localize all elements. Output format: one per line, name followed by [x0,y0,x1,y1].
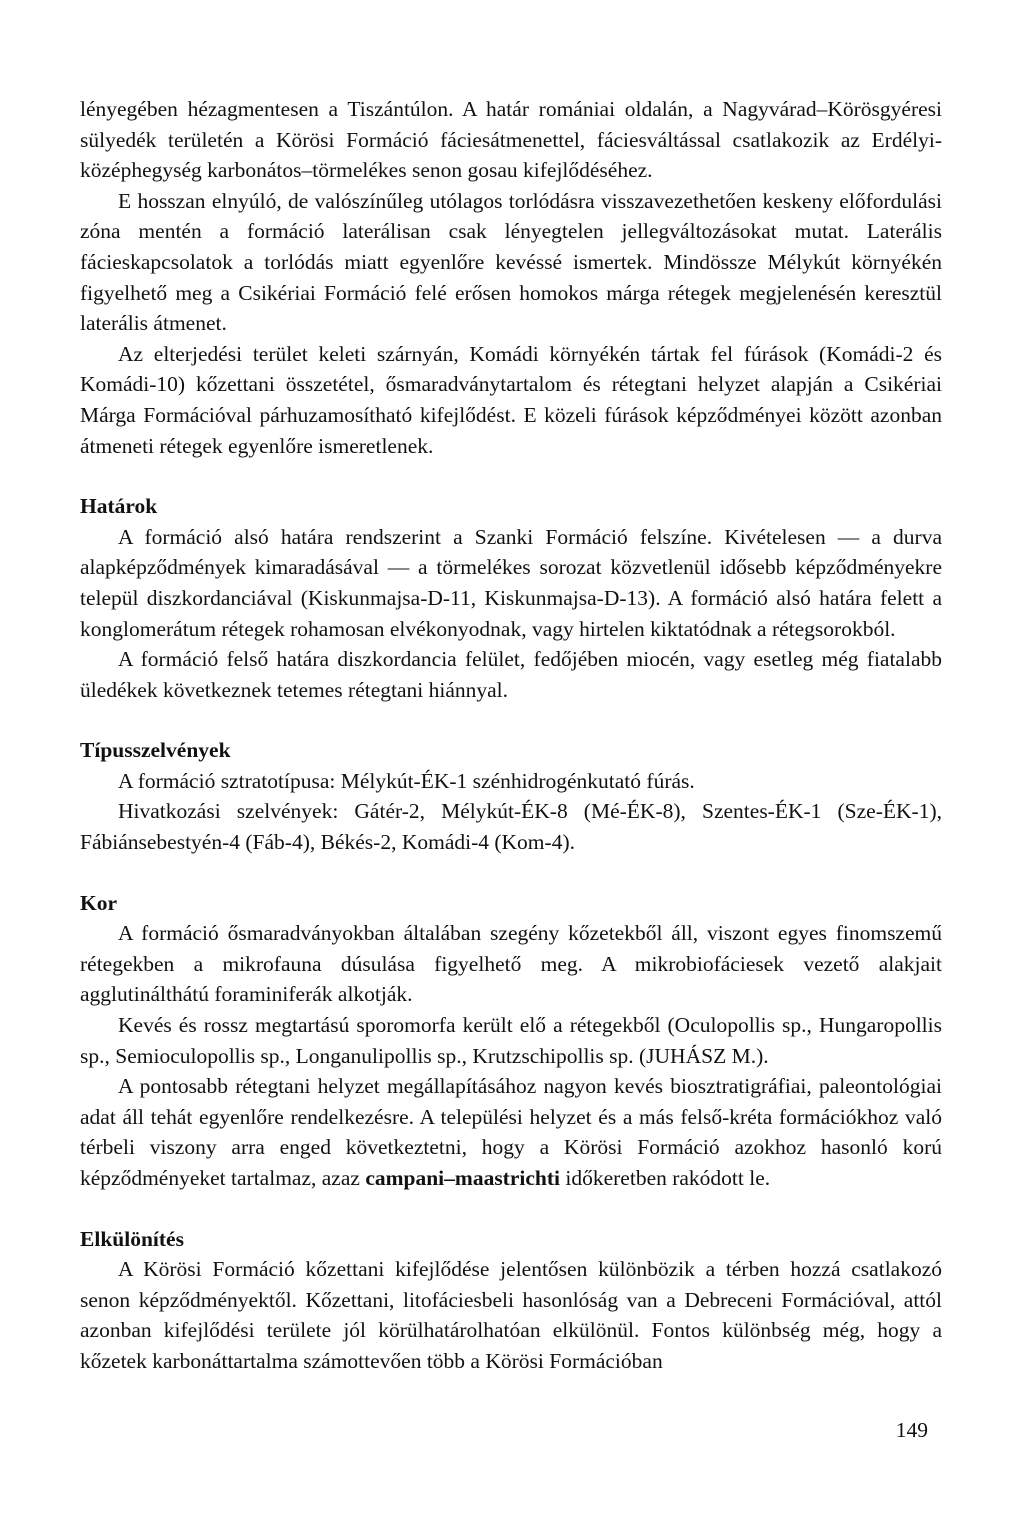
kor-heading: Kor [80,890,118,915]
tipusszelvenyek-paragraph-1: A formáció sztratotípusa: Mélykút-ÉK-1 szénhidrogénkutató fúrás. [118,768,695,793]
page-body [80,94,942,1377]
kor-paragraph-3 [80,1071,942,1193]
hatarok-paragraph-1: A formáció alsó határa rendszerint a Szanki Formáció felszíne. Kivételesen — a durva alapképződmények kimaradásával — a törmelékes sorozat közvetlenül idősebb képződményekre települ diszkordanciával (Kiskunmajsa-D-11, Kiskunmajsa-D-13). A formáció alsó határa felett a konglomerátum rétegek rohamosan elvékonyodnak, vagy hirtelen kiktatódnak a rétegsorokból. [80,524,942,641]
hatarok-section [80,491,942,705]
intro-paragraph-1: lényegében hézagmentesen a Tiszántúlon. A határ romániai oldalán, a Nagyvárad–Körösgyéresi sülyedék területén a Körösi Formáció fáciesátmenettel, fáciesváltással csatlakozik az Erdélyi-középhegység karbonátos–törmelékes senon gosau kifejlődéséhez. [80,97,942,183]
hatarok-paragraph-2: A formáció felső határa diszkordancia felület, fedőjében miocén, vagy esetleg még fiatalabb üledékek következnek tetemes rétegtani hiánnyal. [80,647,942,702]
kor-paragraph-1: A formáció ősmaradványokban általában szegény kőzetekből áll, viszont egyes finomszemű rétegekben a mikrofauna dúsulása figyelhető meg. A mikrobiofáciesek vezető alakjait agglutinálthátú foraminiferák alkotják. [80,921,942,1007]
tipusszelvenyek-heading: Típusszelvények [80,738,231,763]
kor-section [80,888,942,1194]
intro-paragraph-2: E hosszan elnyúló, de valószínűleg utólagos torlódásra visszavezethetően keskeny előfordulási zóna mentén a formáció laterálisan csak lényegtelen jellegváltozásokat mutat. Laterális fácieskapcsolatok a torlódás miatt egyenlőre kevéssé ismertek. Mindössze Mélykút környékén figyelhető meg a Csikériai Formáció felé erősen homokos márga rétegek megjelenésén keresztül laterális átmenet. [80,188,942,336]
kor-age-term: campani–maastrichti [365,1166,560,1190]
tipusszelvenyek-paragraph-2: Hivatkozási szelvények: Gátér-2, Mélykút-ÉK-8 (Mé-ÉK-8), Szentes-ÉK-1 (Sze-ÉK-1), Fábiánsebestyén-4 (Fáb-4), Békés-2, Komádi-4 (Kom-4). [80,799,942,855]
kor-paragraph-2: Kevés és rossz megtartású sporomorfa került elő a rétegekből (Oculopollis sp., Hungaropollis sp., Semioculopollis sp., Longanulipollis sp., Krutzschipollis sp. (JUHÁSZ M.). [80,1013,942,1068]
elkulonites-section [80,1224,942,1377]
tipusszelvenyek-section [80,735,942,857]
intro-paragraph-3: Az elterjedési terület keleti szárnyán, Komádi környékén tártak fel fúrások (Komádi-2 és Komádi-10) kőzettani összetétel, ősmaradványtartalom és rétegtani helyzet alapján a Csikériai Márga Formációval párhuzamosítható kifejlődést. E közeli fúrások képződményei között azonban átmeneti rétegek egyenlőre ismeretlenek. [80,341,942,458]
intro-section [80,94,942,461]
hatarok-heading: Határok [80,494,158,519]
page-number: 149 [895,1418,928,1442]
kor-paragraph-3-text-after: időkeretben rakódott le. [560,1166,771,1190]
elkulonites-heading: Elkülönítés [80,1226,184,1251]
elkulonites-paragraph-1: A Körösi Formáció kőzettani kifejlődése jelentősen különbözik a térben hozzá csatlakozó senon képződményektől. Kőzettani, litofáciesbeli hasonlóság van a Debreceni Formációval, attól azonban kifejlődési területe jól körülhatárolhatóan elkülönül. Fontos különbség még, hogy a kőzetek karbonáttartalma számottevően több a Körösi Formációban [80,1257,942,1373]
kor-paragraph-3-text-before: A pontosabb rétegtani helyzet megállapításához nagyon kevés biosztratigráfiai, paleontológiai adat áll tehát egyenlőre rendelkezésre. A települési helyzet és a más felső-kréta formációkhoz való térbeli viszony arra enged következtetni, hogy a Körösi Formáció azokhoz hasonló korú képződményeket tartalmaz, azaz [80,1074,942,1190]
